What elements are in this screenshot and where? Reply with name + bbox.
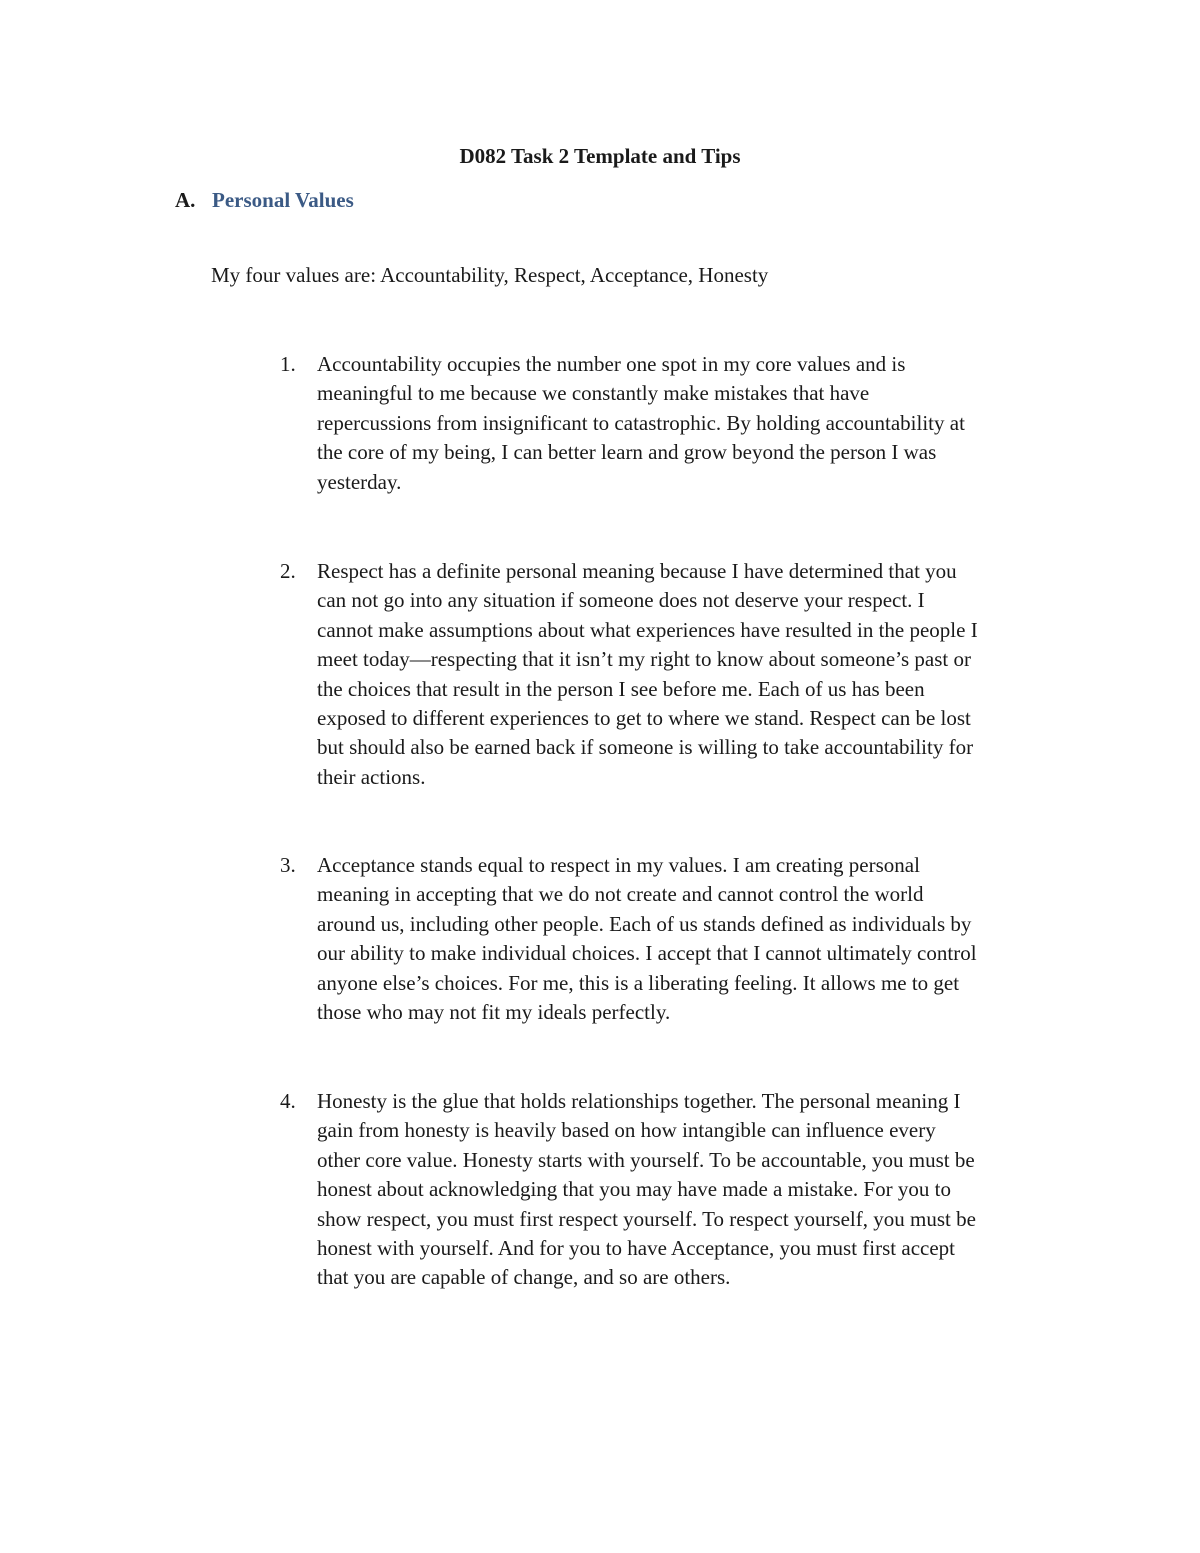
paragraph-line: Respect has a definite personal meaning because I have determined that you — [317, 559, 957, 583]
paragraph-line: can not go into any situation if someone does not deserve your respect. I — [317, 588, 925, 613]
paragraph-line: the core of my being, I can better learn and grow beyond the person I was — [317, 440, 937, 465]
paragraph-line: honest with yourself. And for you to have Acceptance, you must first accept — [317, 1236, 955, 1261]
paragraph-line: exposed to different experiences to get to where we stand. Respect can be lost — [317, 706, 971, 731]
list-number: 3. — [280, 853, 296, 877]
paragraph-line: Honesty is the glue that holds relationships together. The personal meaning I — [317, 1089, 961, 1113]
paragraph-line: repercussions from insignificant to catastrophic. By holding accountability at — [317, 410, 965, 435]
value-paragraph — [317, 851, 1067, 1027]
paragraph-line: those who may not fit my ideals perfectly. — [317, 1000, 671, 1025]
paragraph-line: anyone else’s choices. For me, this is a liberating feeling. It allows me to get — [317, 970, 960, 995]
paragraph-line: honest about acknowledging that you may have made a mistake. For you to — [317, 1177, 951, 1202]
paragraph-line: their actions. — [317, 764, 426, 789]
list-number: 2. — [280, 559, 296, 583]
section-heading — [175, 186, 354, 214]
value-paragraph — [317, 557, 1067, 792]
section-letter: A. — [175, 188, 196, 212]
paragraph-line: but should also be earned back if someone is willing to take accountability for — [317, 735, 974, 760]
paragraph-line: that you are capable of change, and so are others. — [317, 1265, 731, 1290]
paragraph-line: our ability to make individual choices. I accept that I cannot ultimately control — [317, 941, 977, 966]
paragraph-line: Acceptance stands equal to respect in my values. I am creating personal — [317, 853, 920, 877]
paragraph-line: other core value. Honesty starts with yourself. To be accountable, you must be — [317, 1147, 975, 1172]
paragraph-line: show respect, you must first respect yourself. To respect yourself, you must be — [317, 1206, 976, 1231]
paragraph-line: Accountability occupies the number one spot in my core values and is — [317, 352, 906, 376]
paragraph-line: yesterday. — [317, 469, 402, 494]
paragraph-line: cannot make assumptions about what experiences have resulted in the people I — [317, 617, 978, 642]
paragraph-line: meaning in accepting that we do not create and cannot control the world — [317, 882, 924, 907]
section-name: Personal Values — [212, 188, 354, 212]
intro-sentence: My four values are: Accountability, Respect, Acceptance, Honesty — [211, 263, 769, 287]
list-number: 4. — [280, 1089, 296, 1113]
paragraph-line: around us, including other people. Each of us stands defined as individuals by — [317, 911, 972, 936]
list-number: 1. — [280, 352, 296, 376]
paragraph-line: gain from honesty is heavily based on how intangible can influence every — [317, 1118, 936, 1143]
value-paragraph — [317, 350, 1067, 497]
paragraph-line: meaningful to me because we constantly make mistakes that have — [317, 381, 870, 406]
value-paragraph — [317, 1087, 1067, 1293]
paragraph-line: the choices that result in the person I see before me. Each of us has been — [317, 676, 925, 701]
document-title: D082 Task 2 Template and Tips — [459, 144, 741, 168]
paragraph-line: meet today—respecting that it isn’t my right to know about someone’s past or — [317, 647, 972, 672]
